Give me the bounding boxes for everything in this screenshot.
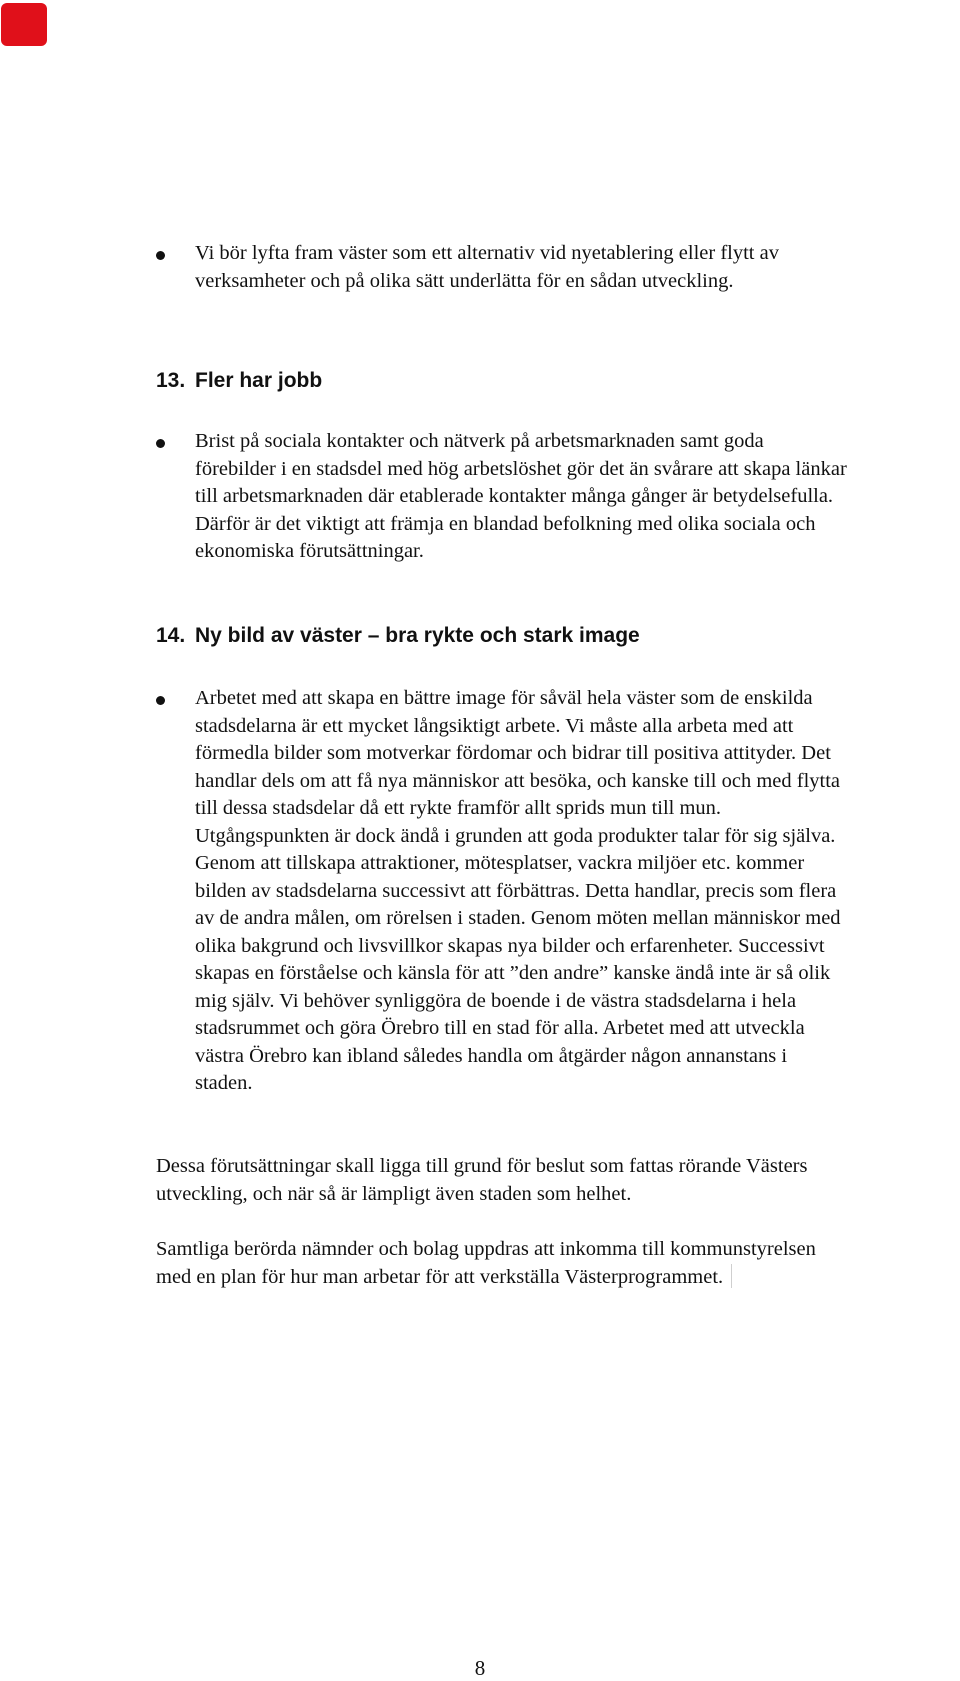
bullet-icon — [156, 251, 165, 260]
section-title: Fler har jobb — [195, 369, 323, 392]
section-number: 14. — [156, 624, 186, 647]
bullet-text: Vi bör lyfta fram väster som ett alternativ vid nyetablering eller flytt av verksamheter och på olika sätt underlätta för en sådan utveckling. — [195, 242, 779, 292]
section-heading-13 — [156, 367, 322, 395]
page-number: 8 — [474, 1656, 486, 1680]
red-corner-mark — [1, 3, 47, 46]
section-number: 13. — [156, 369, 186, 392]
bullet-text: Brist på sociala kontakter och nätverk på arbetsmarknaden samt goda förebilder i en stadsdel med hög arbetslöshet gör det än svårare att skapa länkar till arbetsmarknaden där etablerade kontakter många gånger är betydelsefulla. Därför är det viktigt att främja en blandad befolkning med olika sociala och ekonomiska förutsättningar. — [195, 430, 847, 562]
text-cursor-mark — [731, 1264, 732, 1288]
section-title: Ny bild av väster – bra rykte och stark image — [195, 624, 640, 647]
closing-paragraph: Dessa förutsättningar skall ligga till grund för beslut som fattas rörande Västers utveckling, och när så är lämpligt även staden som helhet. — [156, 1155, 808, 1205]
bullet-icon — [156, 696, 165, 705]
bullet-text: Arbetet med att skapa en bättre image för såväl hela väster som de enskilda stadsdelarna är ett mycket långsiktigt arbete. Vi måste alla arbeta med att förmedla bilder som motverkar fördomar och bidrar till positiva attityder. Det handlar dels om att få nya människor att besöka, och kanske till och med flytta till dessa stadsdelar då ett rykte framför allt sprids mun till mun. Utgångspunkten är dock ändå i grunden att goda produkter talar för sig själva. Genom att tillskapa attraktioner, mötesplatser, vackra miljöer etc. kommer bilden av stadsdelarna successivt att förbättras. Detta handlar, precis som flera av de andra målen, om rörelsen i staden. Genom möten mellan människor med olika bakgrund och livsvillkor skapas nya bilder och erfarenheter. Successivt skapas en förståelse och känsla för att ”den andre” kanske ändå inte är så olik mig själv. Vi behöver synliggöra de boende i de västra stadsdelarna i hela stadsrummet och göra Örebro till en stad för alla. Arbetet med att utveckla västra Örebro kan ibland således handla om åtgärder någon annanstans i staden. — [195, 687, 841, 1094]
bullet-icon — [156, 439, 165, 448]
assignment-text: Samtliga berörda nämnder och bolag uppdras att inkomma till kommunstyrelsen med en plan för hur man arbetar för att verkställa Västerprogrammet. — [156, 1238, 816, 1288]
bullet-item — [156, 685, 946, 1098]
bullet-item — [156, 240, 946, 295]
assignment-paragraph — [156, 1236, 946, 1291]
section-heading-14 — [156, 622, 640, 650]
bullet-item — [156, 428, 946, 566]
